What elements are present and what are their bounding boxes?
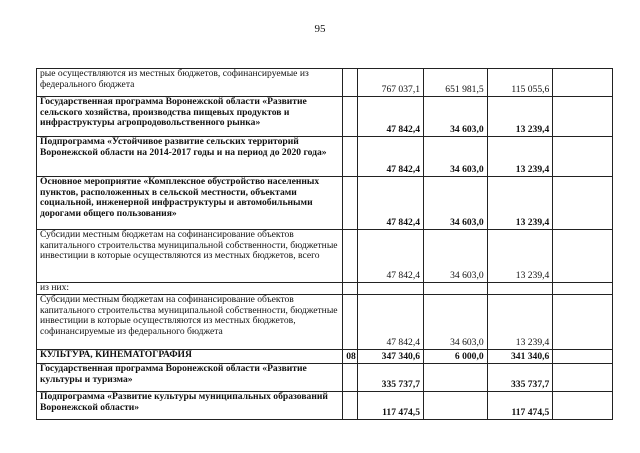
row-empty-cell [553, 295, 613, 350]
row-value-regional: 13 239,4 [487, 97, 553, 137]
row-code: 08 [343, 350, 358, 364]
row-description: Подпрограмма «Устойчивое развитие сельских территорий Воронежской области на 2014-2017 годы и на период до 2020 года» [37, 137, 343, 177]
row-description: Субсидии местным бюджетам на софинансирование объектов капитального строительства муниципальной собственности, бюджетные инвестиции в которые осуществляются из местных бюджетов, всего [37, 230, 343, 283]
row-value-regional: 13 239,4 [487, 295, 553, 350]
row-empty-cell [553, 283, 613, 295]
row-value-federal: 34 603,0 [424, 137, 488, 177]
table-row [37, 295, 613, 350]
row-empty-cell [553, 97, 613, 137]
table-row [37, 364, 613, 392]
row-value-total: 47 842,4 [358, 137, 424, 177]
row-code [343, 364, 358, 392]
row-empty-cell [553, 230, 613, 283]
row-description: Государственная программа Воронежской области «Развитие сельского хозяйства, производства пищевых продуктов и инфраструктуры агропродовольственного рынка» [37, 97, 343, 137]
row-description: из них: [37, 283, 343, 295]
row-value-total: 47 842,4 [358, 230, 424, 283]
row-code [343, 137, 358, 177]
row-value-federal: 34 603,0 [424, 97, 488, 137]
row-empty-cell [553, 69, 613, 97]
page-number: 95 [314, 23, 326, 35]
table-row [37, 137, 613, 177]
row-description: Субсидии местным бюджетам на софинансирование объектов капитального строительства муниципальной собственности, бюджетные инвестиции в которые осуществляются из местных бюджетов, софинансируемые из федерального бюджета [37, 295, 343, 350]
table-row [37, 350, 613, 364]
row-value-total: 47 842,4 [358, 97, 424, 137]
row-value-total: 335 737,7 [358, 364, 424, 392]
table-row [37, 69, 613, 97]
row-code [343, 295, 358, 350]
row-empty-cell [553, 350, 613, 364]
row-code [343, 97, 358, 137]
table-row [37, 177, 613, 230]
row-value-regional: 341 340,6 [487, 350, 553, 364]
row-code [343, 177, 358, 230]
row-value-regional: 13 239,4 [487, 137, 553, 177]
row-description: рые осуществляются из местных бюджетов, софинансируемые из федерального бюджета [37, 69, 343, 97]
row-code [343, 283, 358, 295]
row-value-federal: 34 603,0 [424, 230, 488, 283]
row-empty-cell [553, 137, 613, 177]
row-value-regional: 13 239,4 [487, 177, 553, 230]
row-value-total: 767 037,1 [358, 69, 424, 97]
table-row [37, 392, 613, 420]
row-description: Подпрограмма «Развитие культуры муниципальных образований Воронежской области» [37, 392, 343, 420]
table-row [37, 283, 613, 295]
row-value-total: 117 474,5 [358, 392, 424, 420]
row-value-federal [424, 283, 488, 295]
row-value-regional: 115 055,6 [487, 69, 553, 97]
row-value-federal: 34 603,0 [424, 295, 488, 350]
row-value-regional: 13 239,4 [487, 230, 553, 283]
row-value-federal [424, 364, 488, 392]
row-empty-cell [553, 177, 613, 230]
row-value-total [358, 283, 424, 295]
row-value-federal: 651 981,5 [424, 69, 488, 97]
row-value-total: 347 340,6 [358, 350, 424, 364]
row-value-regional: 117 474,5 [487, 392, 553, 420]
row-code [343, 392, 358, 420]
table-row [37, 97, 613, 137]
row-value-regional [487, 283, 553, 295]
row-description: КУЛЬТУРА, КИНЕМАТОГРАФИЯ [37, 350, 343, 364]
row-value-federal: 34 603,0 [424, 177, 488, 230]
row-value-federal: 6 000,0 [424, 350, 488, 364]
row-empty-cell [553, 364, 613, 392]
budget-table [36, 68, 613, 420]
row-value-total: 47 842,4 [358, 177, 424, 230]
row-code [343, 230, 358, 283]
row-description: Основное мероприятие «Комплексное обустройство населенных пунктов, расположенных в сельской местности, объектами социальной, инженерной инфраструктуры и автомобильными дорогами общего пользования» [37, 177, 343, 230]
row-value-regional: 335 737,7 [487, 364, 553, 392]
row-value-total: 47 842,4 [358, 295, 424, 350]
row-code [343, 69, 358, 97]
row-description: Государственная программа Воронежской области «Развитие культуры и туризма» [37, 364, 343, 392]
row-value-federal [424, 392, 488, 420]
table-row [37, 230, 613, 283]
row-empty-cell [553, 392, 613, 420]
